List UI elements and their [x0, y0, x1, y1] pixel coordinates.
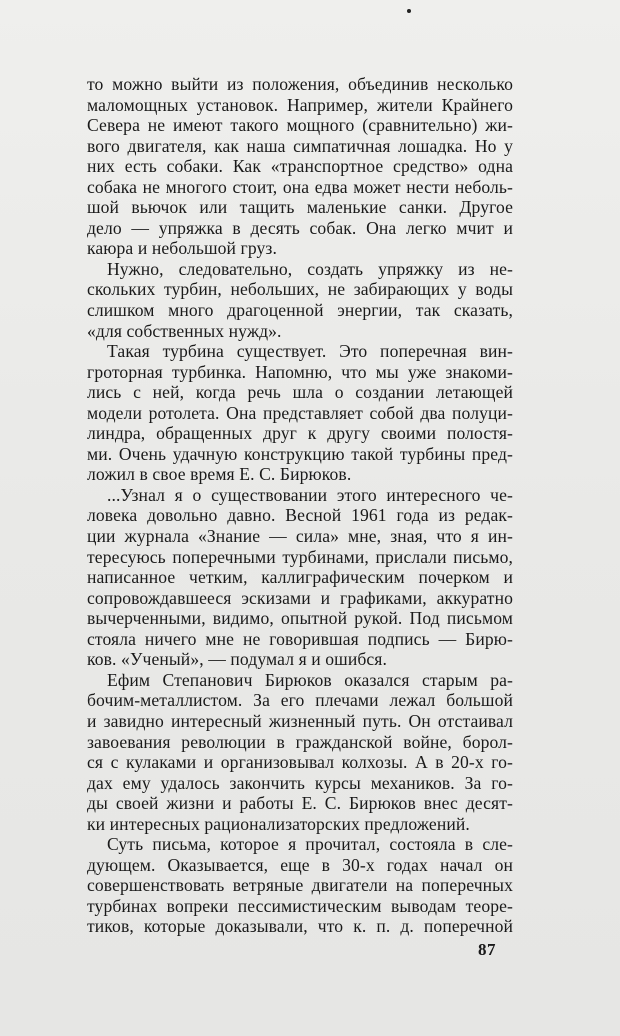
text-line: стояла ничего мне не говорившая подпись — Бирю-	[87, 628, 513, 649]
text-line: то можно выйти из положения, объединив несколько	[87, 74, 513, 94]
text-line: Такая турбина существует. Это поперечная вин-	[107, 341, 513, 362]
text-line: гроторная турбинка. Напомню, что мы уже знакоми-	[87, 361, 513, 382]
text-line: тиков, которые доказывали, что к. п. д. поперечной	[87, 916, 513, 937]
text-line: тересуюсь поперечными турбинами, прислали письмо,	[87, 546, 513, 567]
text-line: Севера не имеют такого мощного (сравнительно) жи-	[87, 115, 513, 136]
text-line: дах ему удалось закончить курсы механиков. За го-	[87, 772, 513, 793]
text-line: дело — упряжка в десять собак. Она легко мчит и	[87, 217, 513, 238]
text-line: ся с кулаками и организовывал колхозы. А в 20-х го-	[87, 752, 513, 773]
text-line: завоевания революции в гражданской войне, борол-	[87, 731, 513, 752]
text-line: каюра и небольшой груз.	[87, 238, 277, 259]
text-line: совершенствовать ветряные двигатели на поперечных	[87, 875, 513, 896]
page-number: 87	[478, 940, 496, 959]
text-line: ми. Очень удачную конструкцию такой турбины пред-	[87, 443, 513, 464]
body-text	[87, 74, 513, 937]
text-line: сопровождавшееся эскизами и графиками, аккуратно	[87, 587, 513, 608]
text-line: Суть письма, которое я прочитал, состояла в сле-	[107, 834, 513, 855]
text-line: турбинах вопреки пессимистическим выводам теоре-	[87, 895, 513, 916]
text-line: вого двигателя, как наша симпатичная лошадка. Но у	[87, 135, 513, 156]
text-line: бочим-металлистом. За его плечами лежал большой	[87, 690, 513, 711]
text-line: слишком много драгоценной энергии, так сказать,	[87, 300, 513, 321]
text-line: линдра, обращенных друг к другу своими полостя-	[87, 423, 513, 444]
text-line: скольких турбин, небольших, не забирающих у воды	[87, 279, 513, 300]
text-line: вычерченными, видимо, опытной рукой. Под письмом	[87, 608, 513, 629]
text-line: ды своей жизни и работы Е. С. Бирюков внес десят-	[87, 793, 513, 814]
text-line: ков. «Ученый», — подумал я и ошибся.	[87, 649, 387, 670]
text-line: модели ротолета. Она представляет собой два полуци-	[87, 402, 513, 423]
print-speck	[407, 9, 411, 13]
text-line: шой вьючок или тащить маленькие санки. Другое	[87, 197, 513, 218]
text-line: них есть собаки. Как «транспортное средство» одна	[87, 156, 513, 177]
text-line: и завидно интересный жизненный путь. Он отстаивал	[87, 710, 513, 731]
text-line: ложил в свое время Е. С. Бирюков.	[87, 464, 352, 485]
text-line: написанное четким, каллиграфическим почерком и	[87, 567, 513, 588]
text-line: ловека довольно давно. Весной 1961 года из редак-	[87, 505, 513, 526]
text-line: ...Узнал я о существовании этого интересного че-	[107, 484, 513, 505]
text-line: Ефим Степанович Бирюков оказался старым ра-	[107, 669, 513, 690]
text-line: маломощных установок. Например, жители Крайнего	[87, 94, 513, 115]
text-line: ции журнала «Знание — сила» мне, зная, что я ин-	[87, 526, 513, 547]
text-line: лись с ней, когда речь шла о создании летающей	[87, 382, 513, 403]
text-line: ки интересных рационализаторских предложений.	[87, 813, 470, 834]
text-line: «для собственных нужд».	[87, 320, 282, 341]
text-line: Нужно, следовательно, создать упряжку из не-	[107, 258, 513, 279]
text-line: собака не многого стоит, она едва может нести неболь-	[87, 176, 513, 197]
text-line: дующем. Оказывается, еще в 30-х годах начал он	[87, 854, 513, 875]
